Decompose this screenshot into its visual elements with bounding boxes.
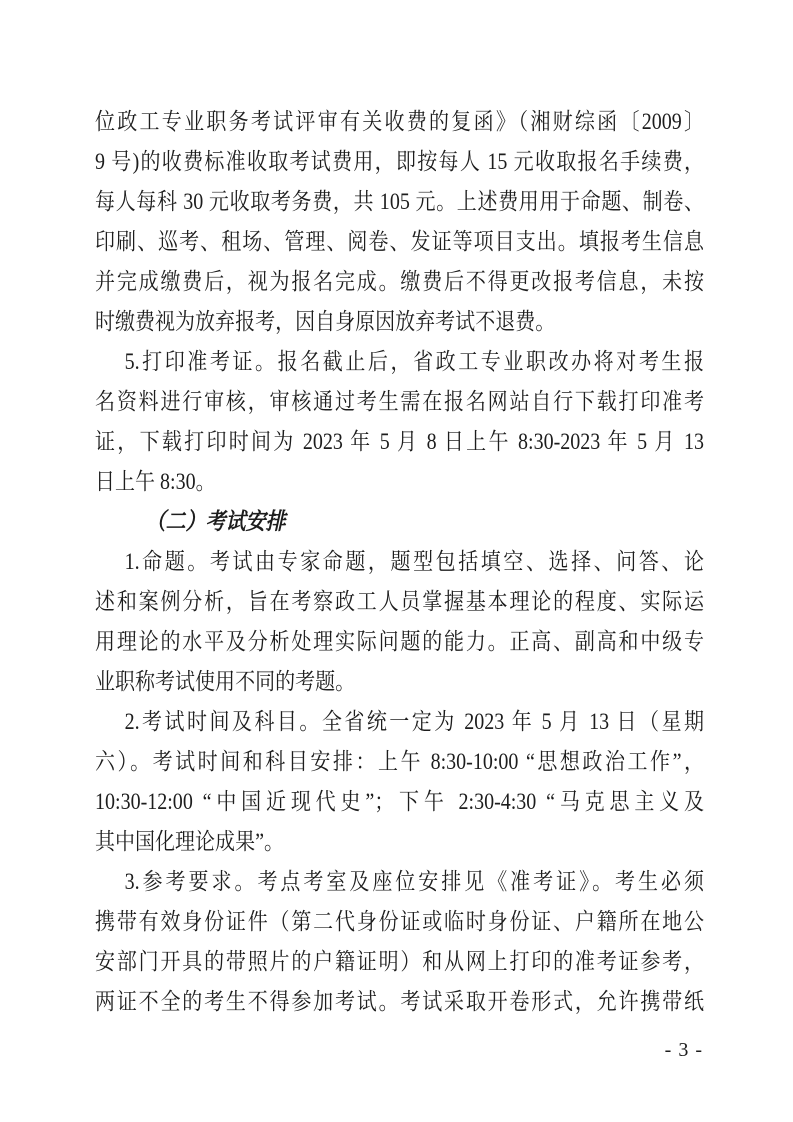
text-line: 安部门开具的带照片的户籍证明）和从网上打印的准考证参考，	[95, 949, 704, 974]
text-line: 1.命题。考试由专家命题，题型包括填空、选择、问答、论	[124, 549, 704, 574]
text-line: 3.参考要求。考点考室及座位安排见《准考证》。考生必须	[124, 869, 704, 894]
text-line: 2.考试时间及科目。全省统一定为 2023 年 5 月 13 日（星期	[124, 709, 704, 734]
text-line: 名资料进行审核，审核通过考生需在报名网站自行下载打印准考	[95, 389, 704, 414]
document-body	[95, 102, 704, 1022]
text-line: 述和案例分析，旨在考察政工人员掌握基本理论的程度、实际运	[95, 589, 704, 614]
text-line: 用理论的水平及分析处理实际问题的能力。正高、副高和中级专	[95, 629, 704, 654]
section-heading: （二）考试安排	[145, 509, 286, 534]
text-line: 位政工专业职务考试评审有关收费的复函》（湘财综函〔2009〕	[95, 109, 704, 134]
text-line: 每人每科 30 元收取考务费，共 105 元。上述费用用于命题、制卷、	[95, 189, 704, 214]
text-line: 六）。考试时间和科目安排：上午 8:30-10:00 “思想政治工作”，	[95, 749, 704, 774]
text-line: 业职称考试使用不同的考题。	[95, 669, 356, 694]
text-line: 印刷、巡考、租场、管理、阅卷、发证等项目支出。填报考生信息	[95, 229, 704, 254]
text-line: 并完成缴费后，视为报名完成。缴费后不得更改报考信息，未按	[95, 269, 704, 294]
text-line: 5.打印准考证。报名截止后，省政工专业职改办将对考生报	[124, 349, 704, 374]
text-line: 日上午 8:30。	[95, 469, 216, 494]
text-line: 10:30-12:00 “中国近现代史”；下午 2:30-4:30 “马克思主义及	[95, 789, 704, 814]
text-line: 证，下载打印时间为 2023 年 5 月 8 日上午 8:30-2023 年 5 月 13	[95, 429, 704, 454]
text-line: 两证不全的考生不得参加考试。考试采取开卷形式，允许携带纸	[95, 989, 704, 1014]
page-number: - 3 -	[664, 1039, 703, 1061]
text-line: 时缴费视为放弃报考，因自身原因放弃考试不退费。	[95, 309, 556, 334]
text-line: 其中国化理论成果”。	[95, 829, 284, 854]
text-line: 9 号)的收费标准收取考试费用，即按每人 15 元收取报名手续费，	[95, 149, 704, 174]
text-line: 携带有效身份证件（第二代身份证或临时身份证、户籍所在地公	[95, 909, 704, 934]
